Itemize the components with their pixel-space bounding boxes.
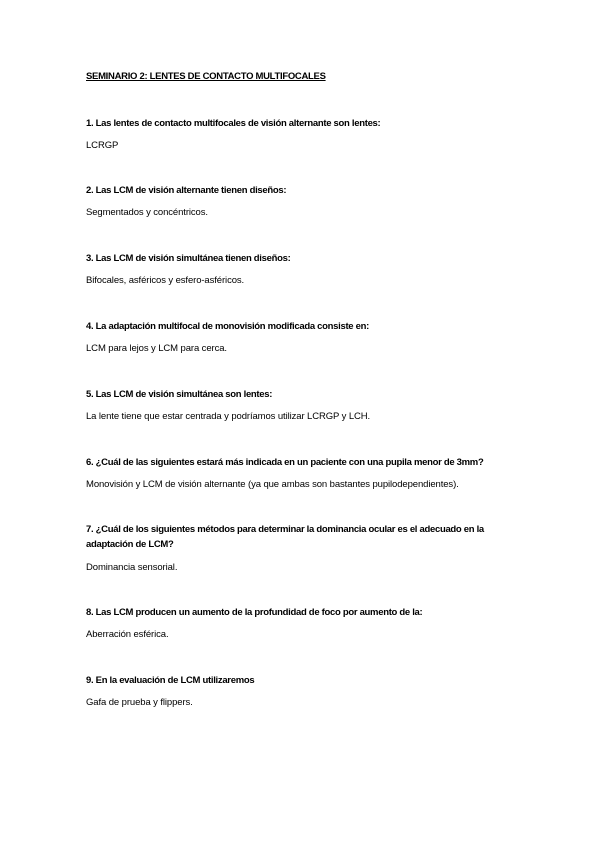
answer-1: LCRGP [86,140,119,151]
question-5: 5. Las LCM de visión simultánea son lentes: [86,389,273,400]
answer-7: Dominancia sensorial. [86,562,178,573]
question-8: 8. Las LCM producen un aumento de la profundidad de foco por aumento de la: [86,607,423,618]
question-6: 6. ¿Cuál de las siguientes estará más indicada en un paciente con una pupila menor de 3mm? [86,457,484,468]
answer-3: Bifocales, asféricos y esfero-asféricos. [86,275,245,286]
question-2: 2. Las LCM de visión alternante tienen diseños: [86,185,287,196]
answer-9: Gafa de prueba y flippers. [86,697,193,708]
question-4: 4. La adaptación multifocal de monovisión modificada consiste en: [86,321,369,332]
question-7: 7. ¿Cuál de los siguientes métodos para determinar la dominancia ocular es el adecuado en la adaptación de LCM? [86,524,484,550]
answer-2: Segmentados y concéntricos. [86,207,208,218]
answer-5: La lente tiene que estar centrada y podríamos utilizar LCRGP y LCH. [86,411,371,422]
document-title: SEMINARIO 2: LENTES DE CONTACTO MULTIFOCALES [86,71,326,82]
question-1: 1. Las lentes de contacto multifocales de visión alternante son lentes: [86,118,381,129]
question-3: 3. Las LCM de visión simultánea tienen diseños: [86,253,291,264]
question-9: 9. En la evaluación de LCM utilizaremos [86,675,255,686]
answer-8: Aberración esférica. [86,629,169,640]
answer-6: Monovisión y LCM de visión alternante (ya que ambas son bastantes pupilodependientes). [86,479,459,490]
answer-4: LCM para lejos y LCM para cerca. [86,343,227,354]
